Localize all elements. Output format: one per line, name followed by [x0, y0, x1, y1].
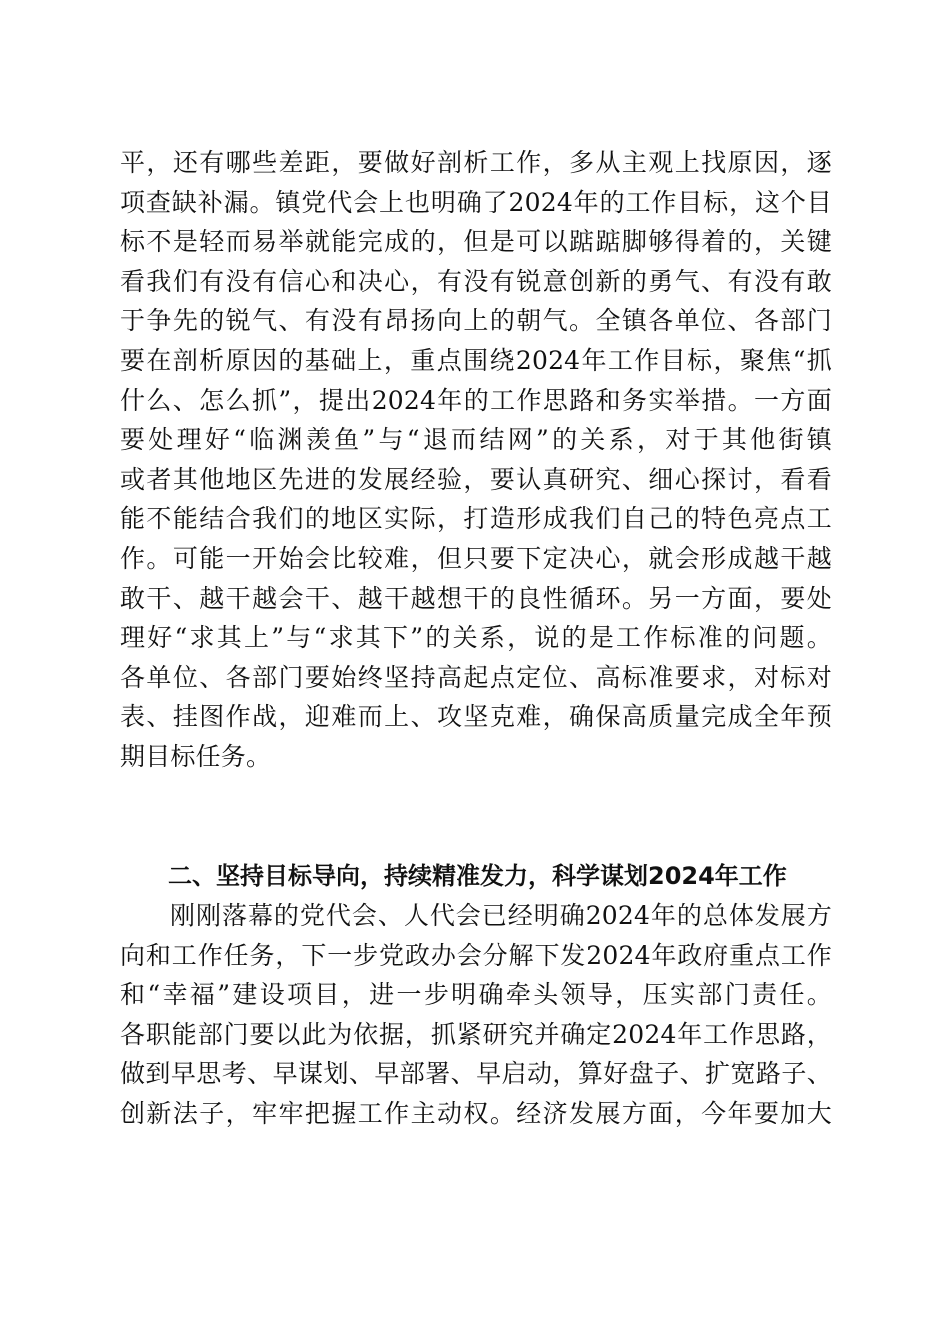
- paragraph-line: 作。可能一开始会比较难，但只要下定决心，就会形成越干越: [120, 543, 832, 573]
- paragraph-line: 创新法子，牢牢把握工作主动权。经济发展方面，今年要加大: [120, 1098, 832, 1128]
- paragraph-line: 刚刚落幕的党代会、人代会已经明确2024年的总体发展方: [170, 901, 832, 930]
- paragraph-line: 于争先的锐气、有没有昂扬向上的朝气。全镇各单位、各部门: [120, 306, 832, 336]
- paragraph-line: 项查缺补漏。镇党代会上也明确了2024年的工作目标，这个目: [120, 187, 832, 217]
- paragraph-line: 什么、怎么抓”，提出2024年的工作思路和务实举措。一方面: [120, 385, 832, 415]
- paragraph-line: 平，还有哪些差距，要做好剖析工作，多从主观上找原因，逐: [120, 148, 832, 177]
- paragraph-line: 看我们有没有信心和决心，有没有锐意创新的勇气、有没有敢: [120, 266, 832, 296]
- section-heading: 二、坚持目标导向，持续精准发力，科学谋划2024年工作: [168, 862, 787, 890]
- body-paragraph-1: [120, 143, 832, 777]
- paragraph-line: 和“幸福”建设项目，进一步明确牵头领导，压实部门责任。: [120, 980, 832, 1010]
- paragraph-line: 做到早思考、早谋划、早部署、早启动，算好盘子、扩宽路子、: [120, 1059, 832, 1089]
- paragraph-line: 期目标任务。: [120, 741, 272, 771]
- paragraph-line: 要在剖析原因的基础上，重点围绕2024年工作目标，聚焦“抓: [120, 345, 832, 375]
- paragraph-line: 要处理好“临渊羡鱼”与“退而结网”的关系，对于其他街镇: [120, 425, 832, 455]
- paragraph-line: 表、挂图作战，迎难而上、攻坚克难，确保高质量完成全年预: [120, 702, 832, 732]
- paragraph-line: 敢干、越干越会干、越干越想干的良性循环。另一方面，要处: [120, 583, 832, 613]
- paragraph-line: 标不是轻而易举就能完成的，但是可以踮踮脚够得着的，关键: [120, 227, 832, 257]
- body-paragraph-2: [120, 896, 832, 1134]
- paragraph-line: 能不能结合我们的地区实际，打造形成我们自己的特色亮点工: [120, 504, 832, 534]
- paragraph-line: 各职能部门要以此为依据，抓紧研究并确定2024年工作思路，: [120, 1019, 832, 1049]
- paragraph-line: 各单位、各部门要始终坚持高起点定位、高标准要求，对标对: [120, 662, 832, 692]
- paragraph-line: 向和工作任务，下一步党政办会分解下发2024年政府重点工作: [120, 940, 832, 970]
- paragraph-line: 理好“求其上”与“求其下”的关系，说的是工作标准的问题。: [120, 623, 832, 653]
- paragraph-line: 或者其他地区先进的发展经验，要认真研究、细心探讨，看看: [120, 464, 832, 494]
